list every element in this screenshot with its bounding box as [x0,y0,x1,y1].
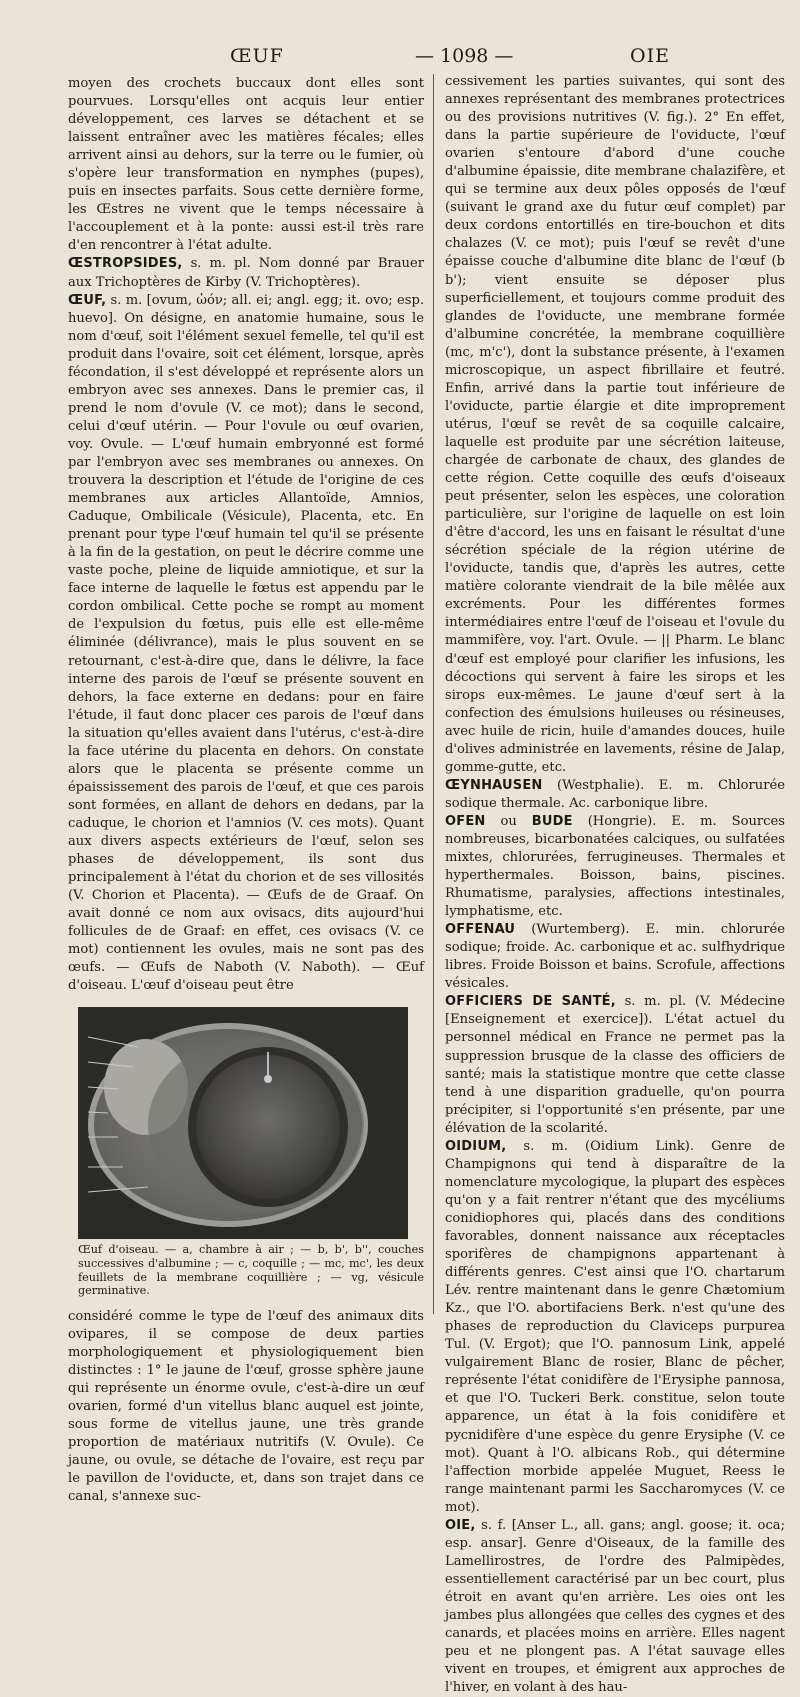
right-column [445,73,785,1697]
headword: OIDIUM, [445,1138,507,1154]
left-column [68,75,424,1506]
entry-oestropsides: ŒSTROPSIDES, s. m. pl. Nom donné par Brauer aux Trichoptères de Kirby (V. Trichoptères). [68,256,424,290]
headword: OFEN [445,813,486,829]
headword: BUDE [531,813,573,829]
running-head-left: ŒUF [230,45,284,67]
running-head-right: OIE [630,45,670,67]
entry-oie: OIE, s. f. [Anser L., all. gans; angl. goose; it. oca; esp. ansar]. Genre d'Oiseaux, de la famille des Lamellirostres, de l'ordre des Palmipèdes, essentiellement caractérisé par un bec court, plus étroit en avant qu'en arrière. Les oies ont les jambes plus allongées que celles des cygnes et des canards, et placées moins en arrière. Elles nagent peu et ne plongent pas. A l'état sauvage elles vivent en troupes, et émigrent aux approches de l'hiver, en volant à des hau- [445,1517,785,1696]
page-header [70,45,770,71]
page-number: — 1098 — [415,45,514,67]
entry-oidium: OIDIUM, s. m. (Oidium Link). Genre de Champignons qui tend à disparaître de la nomenclature mycologique, la plupart des espèces qu'on y a fait rentrer n'étant que des mycéliums conidiophores qui, placés dans des conditions favorables, donnent naissance aux réceptacles sporifères de champignons appartenant à différents genres. C'est ainsi que l'O. chartarum Lév. rentre maintenant dans le genre Chætomium Kz., que l'O. abortifaciens Berk. n'est qu'une des phases de reproduction du Claviceps purpurea Tul. (V. Ergot); que l'O. pannosum Link, appelé vulgairement Blanc de rosier, Blanc de pêcher, représente l'état conidifère de l'Erysiphe pannosa, et que l'O. Tuckeri Berk. constitue, selon toute apparence, un état à la fois conidifère et pycnidifère d'une espèce du genre Erysiphe (V. ce mot). Quant à l'O. albicans Rob., qui détermine l'affection morbide appelée Muguet, Reess le range maintenant parmi les Saccharomyces (V. ce mot). [445,1138,785,1515]
headword: OFFENAU [445,922,516,938]
egg-cross-section-drawing [78,1007,408,1239]
column-divider [433,74,434,1314]
entry-officiers-de-sante: OFFICIERS DE SANTÉ, s. m. pl. (V. Médecine [Enseignement et exercice]). L'état actuel du personnel médical en France ne permet pas la suppression brusque de la classe des officiers de santé; mais la statistique montre que cette classe tend à une disparition graduelle, qu'on pourra précipiter, si l'opportunité s'en présente, par une élévation de la scolarité. [445,994,785,1136]
germinal-vesicle-shape [264,1075,272,1083]
headword: ŒYNHAUSEN [445,777,543,793]
headword: OFFICIERS DE SANTÉ, [445,994,616,1010]
paragraph-oeuf-oiseau: considéré comme le type de l'œuf des animaux dits ovipares, il se compose de deux parties morphologiquement et physiologiquement bien distinctes : 1° le jaune de l'œuf, grosse sphère jaune qui représente un énorme ovule, c'est-à-dire un œuf ovarien, formé d'un vitellus blanc auquel est jointe, sous forme de vitellus jaune, une très grande proportion de matériaux nutritifs (V. Ovule). Ce jaune, ou ovule, se détache de l'ovaire, est reçu par le pavillon de l'oviducte, et, dans son trajet dans ce canal, s'annexe suc- [68,1308,424,1505]
headword: ŒSTROPSIDES, [68,256,183,272]
entry-oeynhausen: ŒYNHAUSEN (Westphalie). E. m. Chlorurée sodique thermale. Ac. carbonique libre. [445,777,785,811]
headword: ŒUF, [68,292,107,308]
headword: OIE, [445,1517,476,1533]
egg-illustration [78,1007,408,1239]
figure-caption: Œuf d'oiseau. — a, chambre à air ; — b, b', b'', couches successives d'albumine ; — c, coquille ; — mc, mc', les deux feuillets de la membrane coquillière ; — vg, vésicule germinative. [78,1243,424,1298]
paragraph-oestres: moyen des crochets buccaux dont elles sont pourvues. Lorsqu'elles ont acquis leur entier développement, ces larves se détachent et se laissent entraîner avec les matières fécales; elles arrivent ainsi au dehors, sur la terre ou le fumier, où s'opère leur transformation en nymphes (pupes), puis en insectes parfaits. Sous cette dernière forme, les Œstres ne vivent que le temps nécessaire à l'accouplement et à la ponte: aussi est-il très rare d'en rencontrer à l'état adulte. [68,76,424,254]
entry-oeuf: ŒUF, s. m. [ovum, ὠόν; all. ei; angl. egg; it. ovo; esp. huevo]. On désigne, en anatomie humaine, sous le nom d'œuf, soit l'élément sexuel femelle, tel qu'il est produit dans l'ovaire, soit cet élément, lorsque, après fécondation, il s'est développé et représente alors un embryon avec ses annexes. Dans le premier cas, il prend le nom d'ovule (V. ce mot); dans le second, celui d'œuf utérin. — Pour l'ovule ou œuf ovarien, voy. Ovule. — L'œuf humain embryonné est formé par l'embryon avec ses membranes ou annexes. On trouvera la description et l'étude de l'origine de ces membranes aux articles Allantoïde, Amnios, Caduque, Ombilicale (Vésicule), Placenta, etc. En prenant pour type l'œuf humain tel qu'il se présente à la fin de la gestation, on peut le décrire comme une vaste poche, pleine de liquide amniotique, et sur la face interne de laquelle le fœtus est appendu par le cordon ombilical. Cette poche se rompt au moment de l'expulsion du fœtus, puis elle est elle-même éliminée (délivrance), mais le plus souvent en se retournant, c'est-à-dire que, dans le délivre, la face interne des parois de l'œuf se présente souvent en dehors, la face externe en dedans: pour en faire l'étude, il faut donc placer ces parois de l'œuf dans la situation qu'elles avaient dans l'utérus, c'est-à-dire la face utérine du placenta en dehors. On constate alors que le placenta se présente comme un épaississement des parois de l'œuf, et que ces parois sont formées, en allant de dehors en dedans, par la caduque, le chorion et l'amnios (V. ces mots). Quant aux divers aspects extérieurs de l'œuf, selon ses phases de développement, ils sont dus principalement à l'état du chorion et de ses villosités (V. Chorion et Placenta). — Œufs de de Graaf. On avait donné ce nom aux ovisacs, dits aujourd'hui follicules de de Graaf: en effet, ces ovisacs (V. ce mot) contiennent les ovules, mais ne sont pas des œufs. — Œufs de Naboth (V. Naboth). — Œuf d'oiseau. L'œuf d'oiseau peut être [68,292,424,994]
entry-offenau: OFFENAU (Wurtemberg). E. min. chlorurée sodique; froide. Ac. carbonique et ac. sulfhydrique libres. Froide Boisson et bains. Scrofule, affections vésicales. [445,922,785,992]
paragraph-oeuf-suite: cessivement les parties suivantes, qui sont des annexes représentant des membranes protectrices ou des provisions nutritives (V. fig.). 2° En effet, dans la partie supérieure de l'oviducte, l'œuf ovarien s'entoure d'abord d'une couche d'albumine épaissie, dite membrane chalazifère, et qui se termine aux deux pôles opposés de l'œuf (suivant le grand axe du futur œuf complet) par deux cordons entortillés en tire-bouchon et dits chalazes (V. ce mot); puis l'œuf se revêt d'une épaisse couche d'albumine dite blanc de l'œuf (b b'); vient ensuite se déposer plus superficiellement, et toujours comme produit des glandes de l'oviducte, une membrane formée d'albumine concrétée, la membrane coquillière (mc, m'c'), dont la substance présente, à l'examen microscopique, un aspect fibrillaire et feutré. Enfin, arrivé dans la partie tout inférieure de l'oviducte, partie élargie et dite improprement utérus, l'œuf se revêt de sa coquille calcaire, laquelle est produite par une sécrétion laiteuse, chargée de carbonate de chaux, des glandes de cette région. Cette coquille des œufs d'oiseaux peut présenter, selon les espèces, une coloration particulière, sur l'origine de laquelle on est loin d'être d'accord, les uns en faisant le résultat d'une sécrétion spéciale de la région utérine de l'oviducte, tandis que, d'après les autres, cette matière colorante viendrait de la bile mêlée aux excréments. Pour les différentes formes intermédiaires entre l'œuf de l'oiseau et l'ovule du mammifère, voy. l'art. Ovule. — || Pharm. Le blanc d'œuf est employé pour clarifier les infusions, les décoctions qui servent à faire les sirops et les sirops eux-mêmes. Le jaune d'œuf sert à la confection des émulsions huileuses ou résineuses, avec huile de ricin, huile d'amandes douces, huile d'olives administrée en lavements, résine de Jalap, gomme-gutte, etc. [445,74,785,775]
entry-ofen: OFEN ou BUDE (Hongrie). E. m. Sources nombreuses, bicarbonatées calciques, ou sulfatées mixtes, chlorurées, ferrugineuses. Thermales et hyperthermales. Boisson, bains, piscines. Rhumatisme, paralysies, affections intestinales, lymphatisme, etc. [445,813,785,920]
